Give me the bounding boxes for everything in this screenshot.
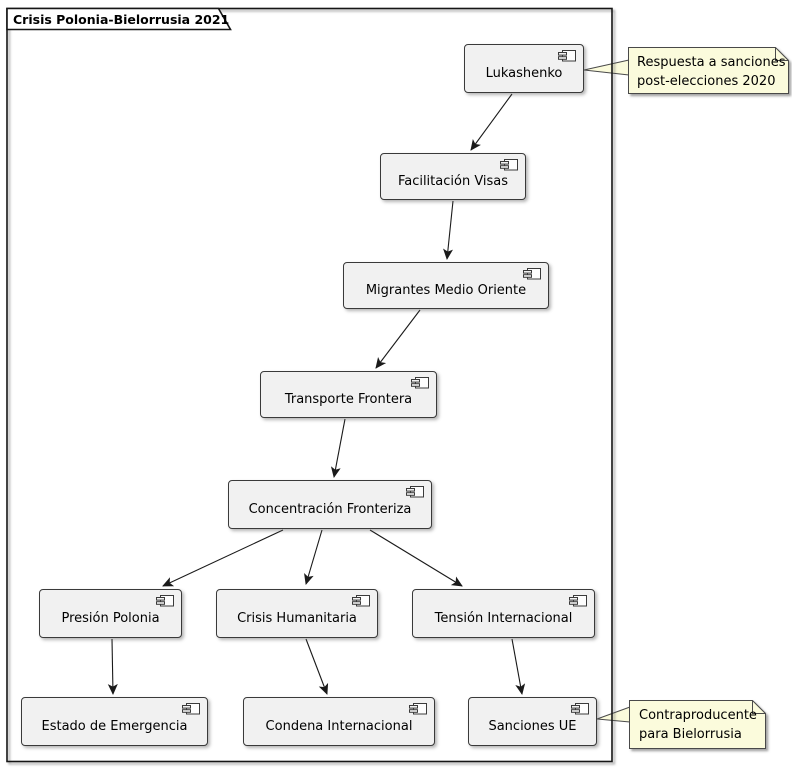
note-line: para Bielorrusia <box>639 727 742 742</box>
component-icon <box>409 703 427 715</box>
component-icon <box>156 595 174 607</box>
component-icon <box>352 595 370 607</box>
component-icon <box>182 703 200 715</box>
edge-concentracion-crisis <box>306 530 322 584</box>
component-label: Lukashenko <box>485 66 563 81</box>
note-lukashenko-text <box>637 53 785 91</box>
component-label: Sanciones UE <box>488 719 577 734</box>
note-connector-sanciones-ue <box>597 707 630 722</box>
component-crisis-humanitaria <box>216 589 378 638</box>
note-line: Respuesta a sanciones <box>637 55 786 70</box>
component-label: Condena Internacional <box>265 719 413 734</box>
component-label: Migrantes Medio Oriente <box>365 283 527 298</box>
component-migrantes-medio-oriente <box>343 262 549 309</box>
component-label: Transporte Frontera <box>284 392 413 407</box>
component-concentracion-fronteriza <box>228 480 432 529</box>
component-label: Presión Polonia <box>61 611 160 626</box>
edge-migrantes-transporte <box>376 310 420 368</box>
edge-concentracion-presion <box>163 530 283 586</box>
component-condena-internacional <box>243 697 435 746</box>
diagram-title: Crisis Polonia-Bielorrusia 2021 <box>13 12 230 27</box>
component-transporte-frontera <box>260 371 437 418</box>
component-label: Concentración Fronteriza <box>248 502 412 517</box>
component-icon <box>569 595 587 607</box>
component-label: Crisis Humanitaria <box>237 611 357 626</box>
edge-transporte-concentracion <box>334 419 345 477</box>
note-sanciones-ue-text <box>639 706 757 744</box>
component-icon <box>558 50 576 62</box>
edge-presion-estado <box>112 639 113 694</box>
component-sanciones-ue <box>468 697 597 746</box>
note-line: post-elecciones 2020 <box>637 74 776 89</box>
note-connector-lukashenko <box>584 60 629 75</box>
component-presion-polonia <box>39 589 182 638</box>
component-icon <box>500 159 518 171</box>
component-lukashenko <box>464 44 584 93</box>
edge-facilitacion-migrantes <box>447 201 453 259</box>
edge-tension-sanciones <box>512 639 522 694</box>
component-facilitacion-visas <box>380 153 526 200</box>
component-icon <box>523 268 541 280</box>
component-label: Estado de Emergencia <box>41 719 188 734</box>
component-icon <box>406 486 424 498</box>
edge-concentracion-tension <box>370 530 462 586</box>
component-label: Facilitación Visas <box>397 174 509 189</box>
component-icon <box>571 703 589 715</box>
component-icon <box>411 377 429 389</box>
note-line: Contraproducente <box>639 708 757 723</box>
component-tension-internacional <box>412 589 595 638</box>
edge-lukashenko-facilitacion <box>471 94 512 150</box>
component-label: Tensión Internacional <box>434 611 573 626</box>
component-estado-de-emergencia <box>21 697 208 746</box>
edge-crisis-condena <box>306 639 327 694</box>
